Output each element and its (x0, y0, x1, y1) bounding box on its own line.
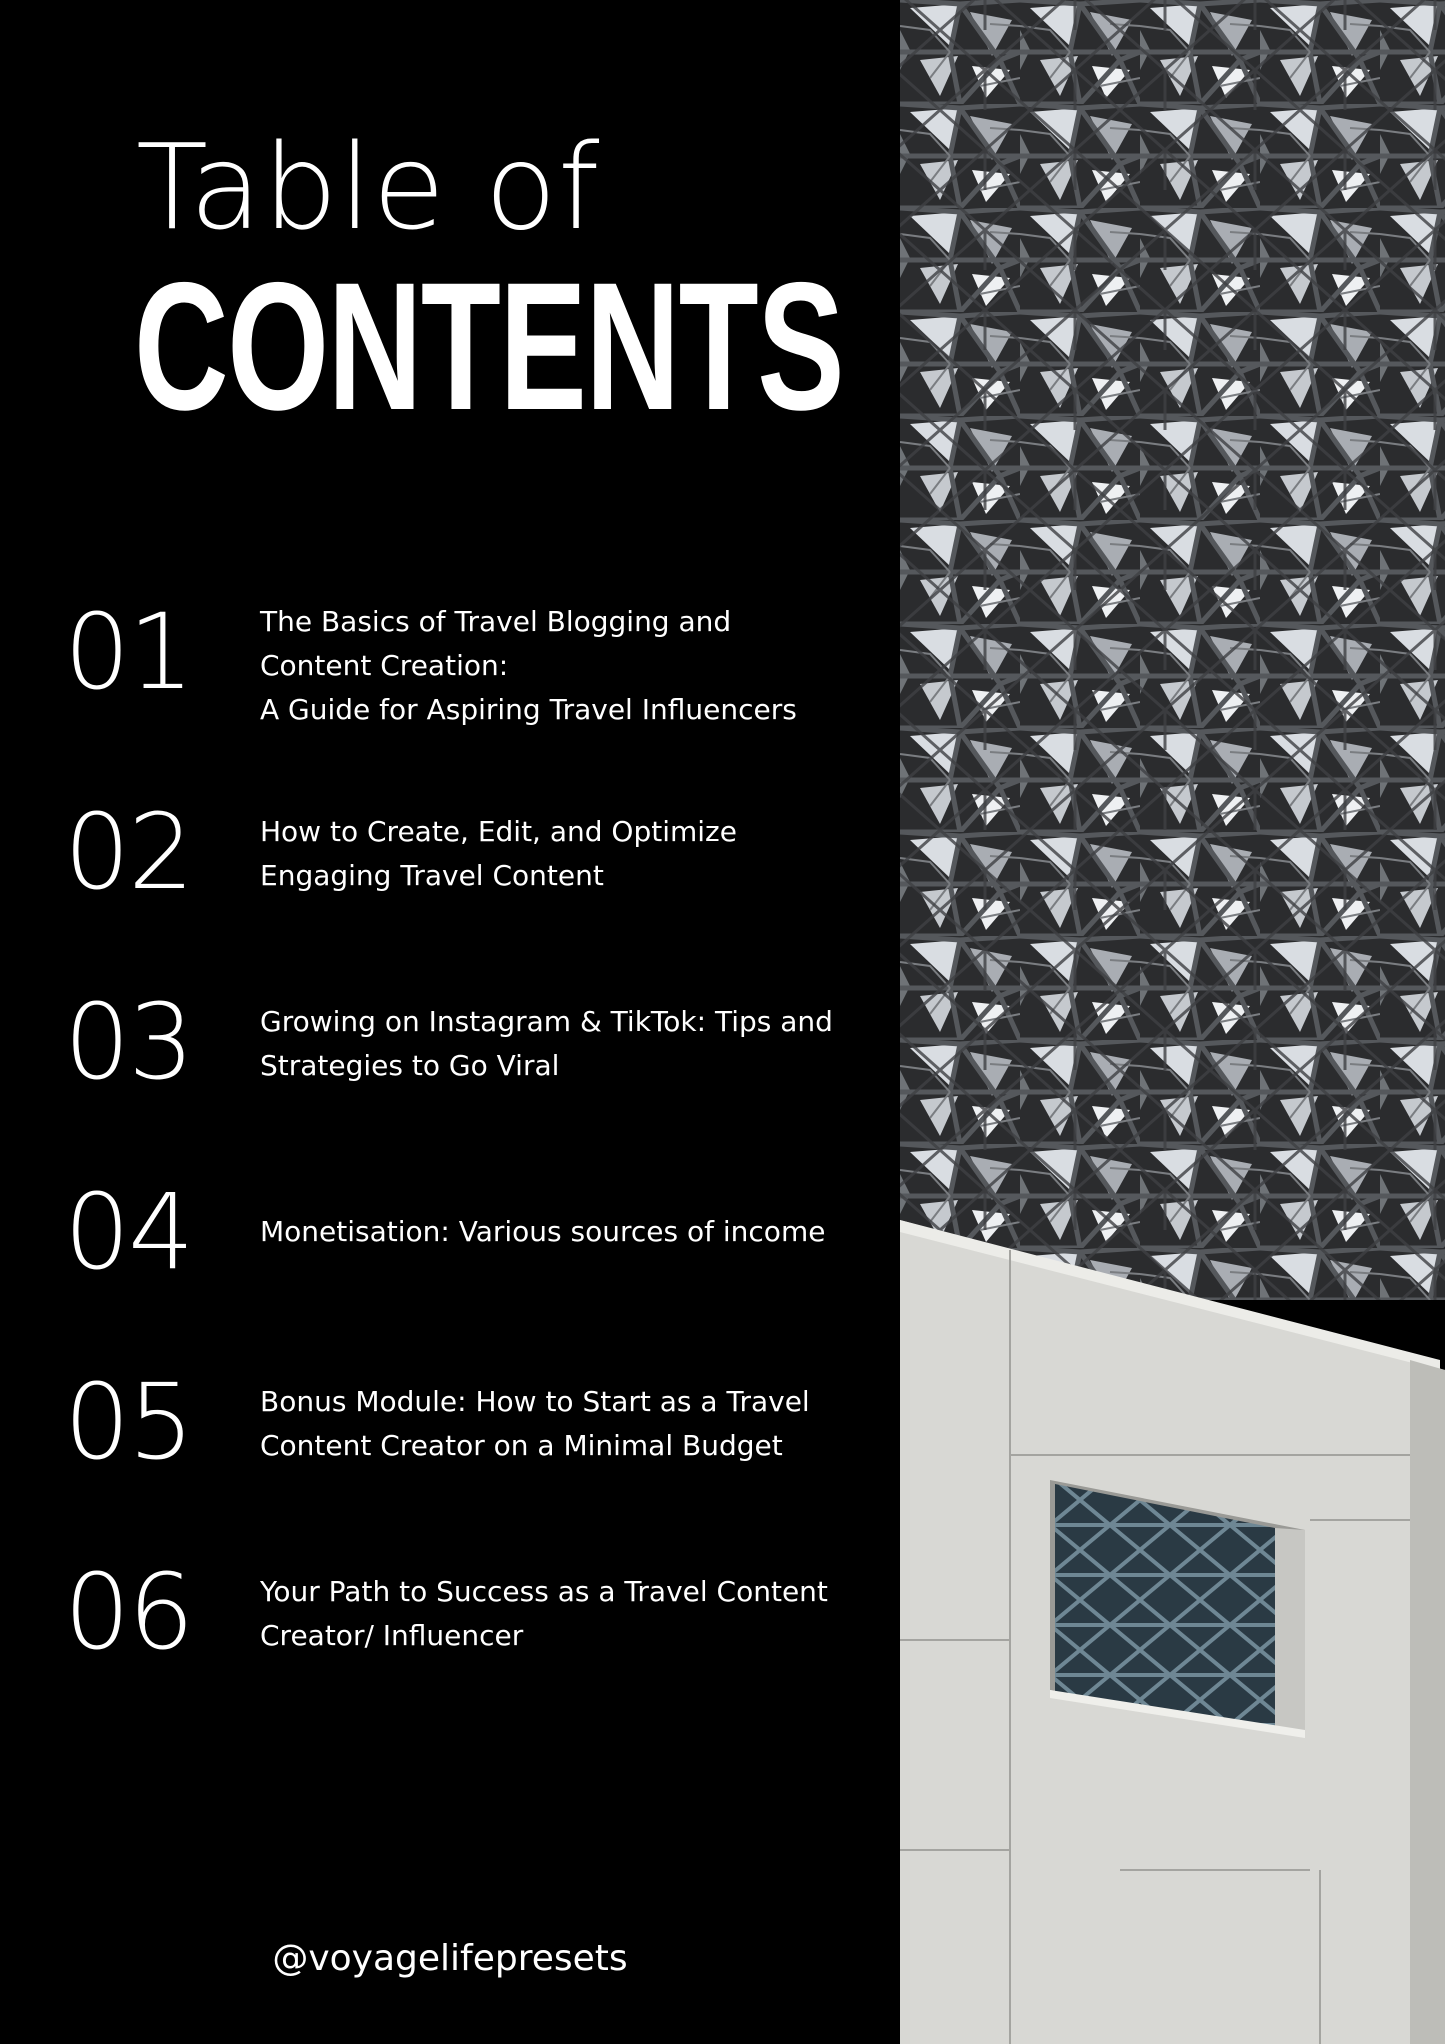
title-line-1: Table of (136, 118, 601, 256)
toc-number: 03 (64, 981, 193, 1103)
toc-item-04[interactable] (64, 1171, 864, 1330)
toc-item-01[interactable] (64, 591, 864, 750)
toc-title: The Basics of Travel Blogging and Content Creation: A Guide for Aspiring Travel Influencers (260, 605, 797, 726)
toc-number: 04 (64, 1171, 193, 1293)
social-handle[interactable]: @voyagelifepresets (272, 1938, 628, 1979)
toc-item-03[interactable] (64, 981, 864, 1140)
toc-number: 06 (64, 1551, 193, 1673)
toc-title: Monetisation: Various sources of income (260, 1215, 826, 1248)
toc-title: Your Path to Success as a Travel Content Creator/ Influencer (260, 1575, 828, 1652)
toc-item-05[interactable] (64, 1361, 864, 1520)
title-line-2: CONTENTS (134, 244, 844, 448)
toc-title: Bonus Module: How to Start as a Travel Content Creator on a Minimal Budget (260, 1385, 810, 1462)
toc-number: 05 (64, 1361, 193, 1483)
toc-number: 01 (64, 591, 193, 713)
toc-item-02[interactable] (64, 791, 864, 950)
toc-title: Growing on Instagram & TikTok: Tips and Strategies to Go Viral (260, 1005, 833, 1082)
toc-title: How to Create, Edit, and Optimize Engaging Travel Content (260, 815, 737, 892)
architecture-photo (900, 0, 1445, 2044)
toc-number: 02 (64, 791, 193, 913)
toc-item-06[interactable] (64, 1551, 864, 1710)
